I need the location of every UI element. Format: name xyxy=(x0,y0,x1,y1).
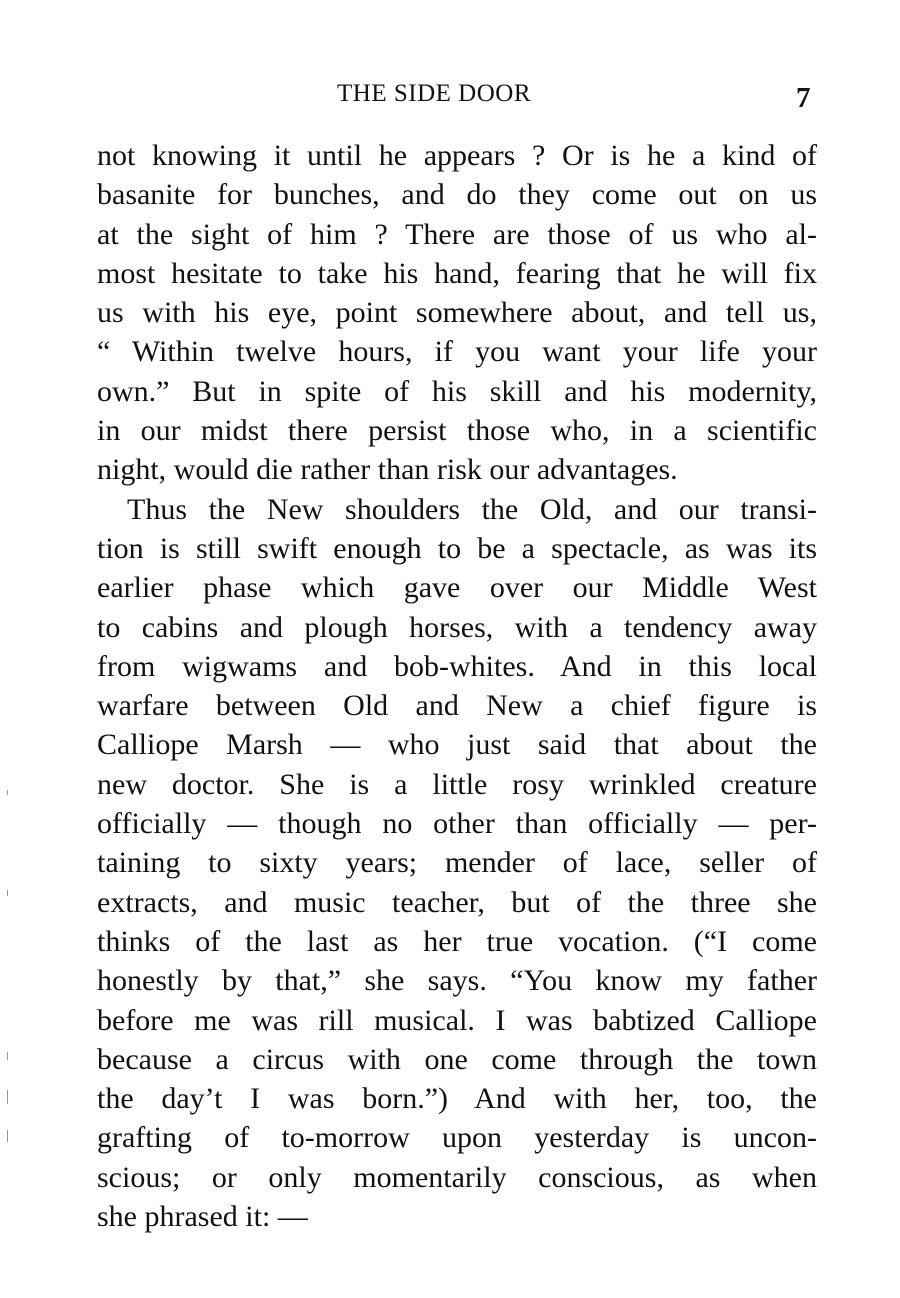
text-line: to cabins and plough horses, with a tendency away xyxy=(97,610,817,644)
text-line: scious; or only momentarily conscious, as when xyxy=(97,1160,817,1194)
text-line: Calliope Marsh — who just said that about the xyxy=(97,728,817,762)
scan-speck xyxy=(7,1130,8,1142)
text-line: from wigwams and bob-whites. And in this local xyxy=(97,649,817,683)
text-line: Thus the New shoulders the Old, and our transi- xyxy=(127,492,817,526)
text-line: us with his eye, point somewhere about, and tell us, xyxy=(97,296,817,330)
text-line: earlier phase which gave over our Middle West xyxy=(97,571,817,605)
text-line: thinks of the last as her true vocation. (“I come xyxy=(97,924,817,958)
scan-speck xyxy=(7,890,8,896)
text-line: because a circus with one come through the town xyxy=(97,1042,817,1076)
text-line: warfare between Old and New a chief figure is xyxy=(97,689,817,723)
text-line: new doctor. She is a little rosy wrinkled creature xyxy=(97,767,817,801)
text-line: extracts, and music teacher, but of the three she xyxy=(97,885,817,919)
text-line: at the sight of him ? There are those of us who al- xyxy=(97,217,817,251)
body-text xyxy=(97,136,817,1236)
text-line: grafting of to-morrow upon yesterday is uncon- xyxy=(97,1121,817,1155)
scan-speck xyxy=(7,1090,8,1104)
text-line: before me was rill musical. I was babtized Calliope xyxy=(97,1003,817,1037)
text-line: officially — though no other than officially — per- xyxy=(97,807,817,841)
text-line: own.” But in spite of his skill and his modernity, xyxy=(97,374,817,408)
text-line: night, would die rather than risk our advantages. xyxy=(97,453,678,487)
text-line: basanite for bunches, and do they come out on us xyxy=(97,178,817,212)
text-line: “ Within twelve hours, if you want your life your xyxy=(97,335,817,369)
text-line: not knowing it until he appears ? Or is he a kind of xyxy=(97,139,817,172)
text-line: most hesitate to take his hand, fearing that he will fix xyxy=(97,256,817,290)
text-line: she phrased it: — xyxy=(97,1200,308,1234)
scan-speck xyxy=(7,790,8,795)
text-line: tion is still swift enough to be a spectacle, as was its xyxy=(97,531,817,565)
running-head xyxy=(0,78,900,114)
scan-margin-specks xyxy=(7,790,11,1150)
page-number: 7 xyxy=(796,82,811,114)
scan-speck xyxy=(7,1052,8,1060)
text-line: the day’t I was born.”) And with her, too, the xyxy=(97,1082,817,1116)
text-line: taining to sixty years; mender of lace, seller of xyxy=(97,846,817,880)
running-head-title: THE SIDE DOOR xyxy=(337,80,531,107)
text-line: in our midst there persist those who, in a scientific xyxy=(97,414,817,448)
text-line: honestly by that,” she says. “You know my father xyxy=(97,964,817,998)
